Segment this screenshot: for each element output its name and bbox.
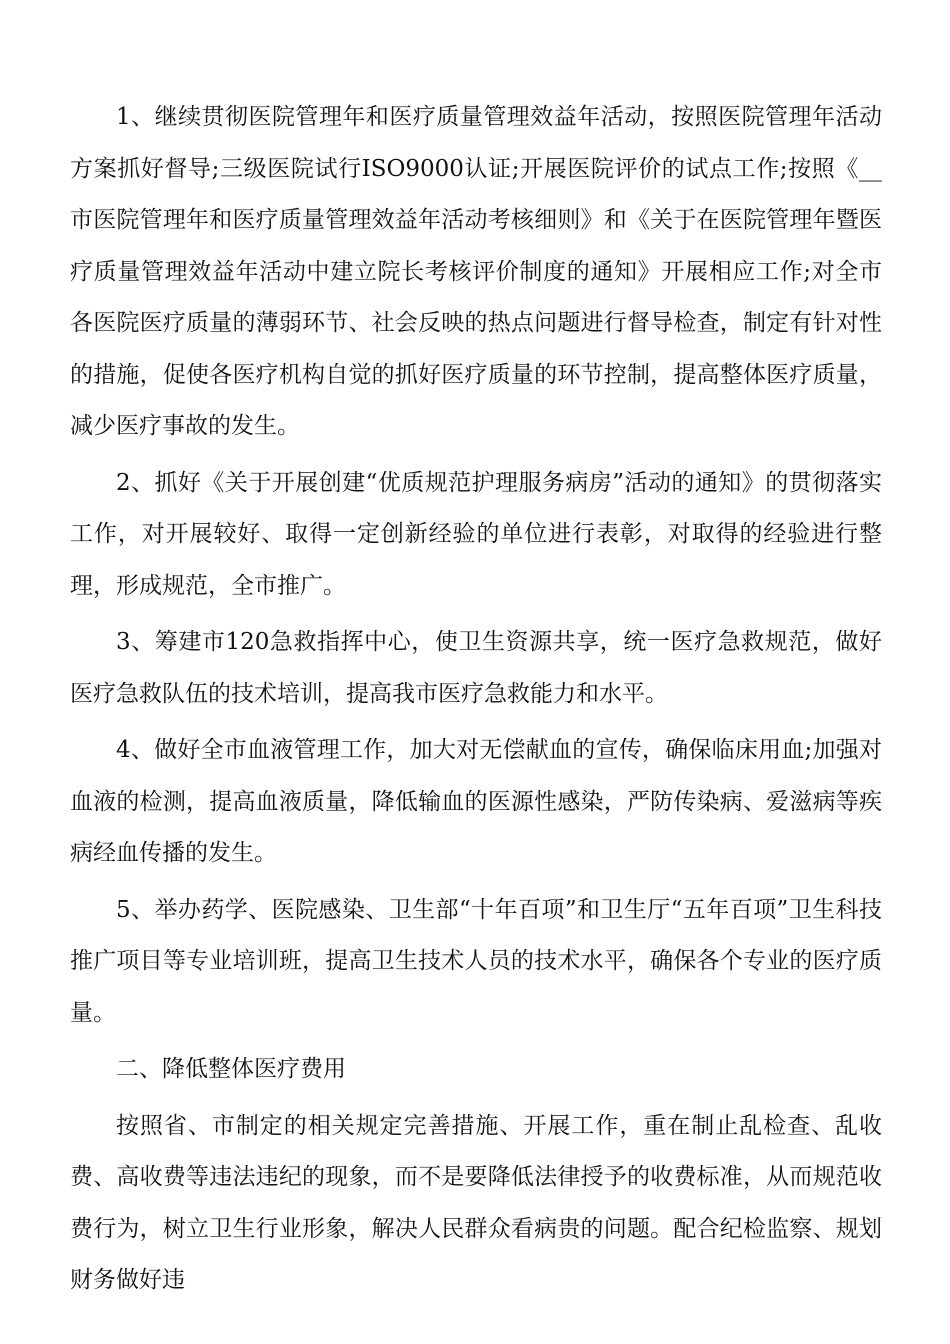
section-heading: 二、降低整体医疗费用	[116, 1056, 346, 1082]
paragraph-section-two: 按照省、市制定的相关规定完善措施、开展工作，重在制止乱检查、乱收费、高收费等违法违纪的现象，而不是要降低法律授予的收费标准，从而规范收费行为，树立卫生行业形象，解决人民群众看病贵的问题。配合纪检监察、规划财务做好违	[70, 1112, 882, 1293]
paragraph-item-1: 1、继续贯彻医院管理年和医疗质量管理效益年活动，按照医院管理年活动方案抓好督导;三级医院试行ISO9000认证;开展医院评价的试点工作;按照《__市医院管理年和医疗质量管理效益年活动考核细则》和《关于在医院管理年暨医疗质量管理效益年活动中建立院长考核评价制度的通知》开展相应工作;对全市各医院医疗质量的薄弱环节、社会反映的热点问题进行督导检查，制定有针对性的措施，促使各医疗机构自觉的抓好医疗质量的环节控制，提高整体医疗质量，减少医疗事故的发生。	[70, 104, 882, 439]
paragraph-item-3: 3、筹建市120急救指挥中心，使卫生资源共享，统一医疗急救规范，做好医疗急救队伍的技术培训，提高我市医疗急救能力和水平。	[70, 629, 882, 707]
paragraph-item-4: 4、做好全市血液管理工作，加大对无偿献血的宣传，确保临床用血;加强对血液的检测，提高血液质量，降低输血的医源性感染，严防传染病、爱滋病等疾病经血传播的发生。	[70, 737, 882, 866]
paragraph-item-2: 2、抓好《关于开展创建“优质规范护理服务病房”活动的通知》的贯彻落实工作，对开展较好、取得一定创新经验的单位进行表彰，对取得的经验进行整理，形成规范，全市推广。	[70, 469, 882, 599]
paragraph-item-5: 5、举办药学、医院感染、卫生部“十年百项”和卫生厅“五年百项”卫生科技推广项目等专业培训班，提高卫生技术人员的技术水平，确保各个专业的医疗质量。	[70, 896, 882, 1026]
